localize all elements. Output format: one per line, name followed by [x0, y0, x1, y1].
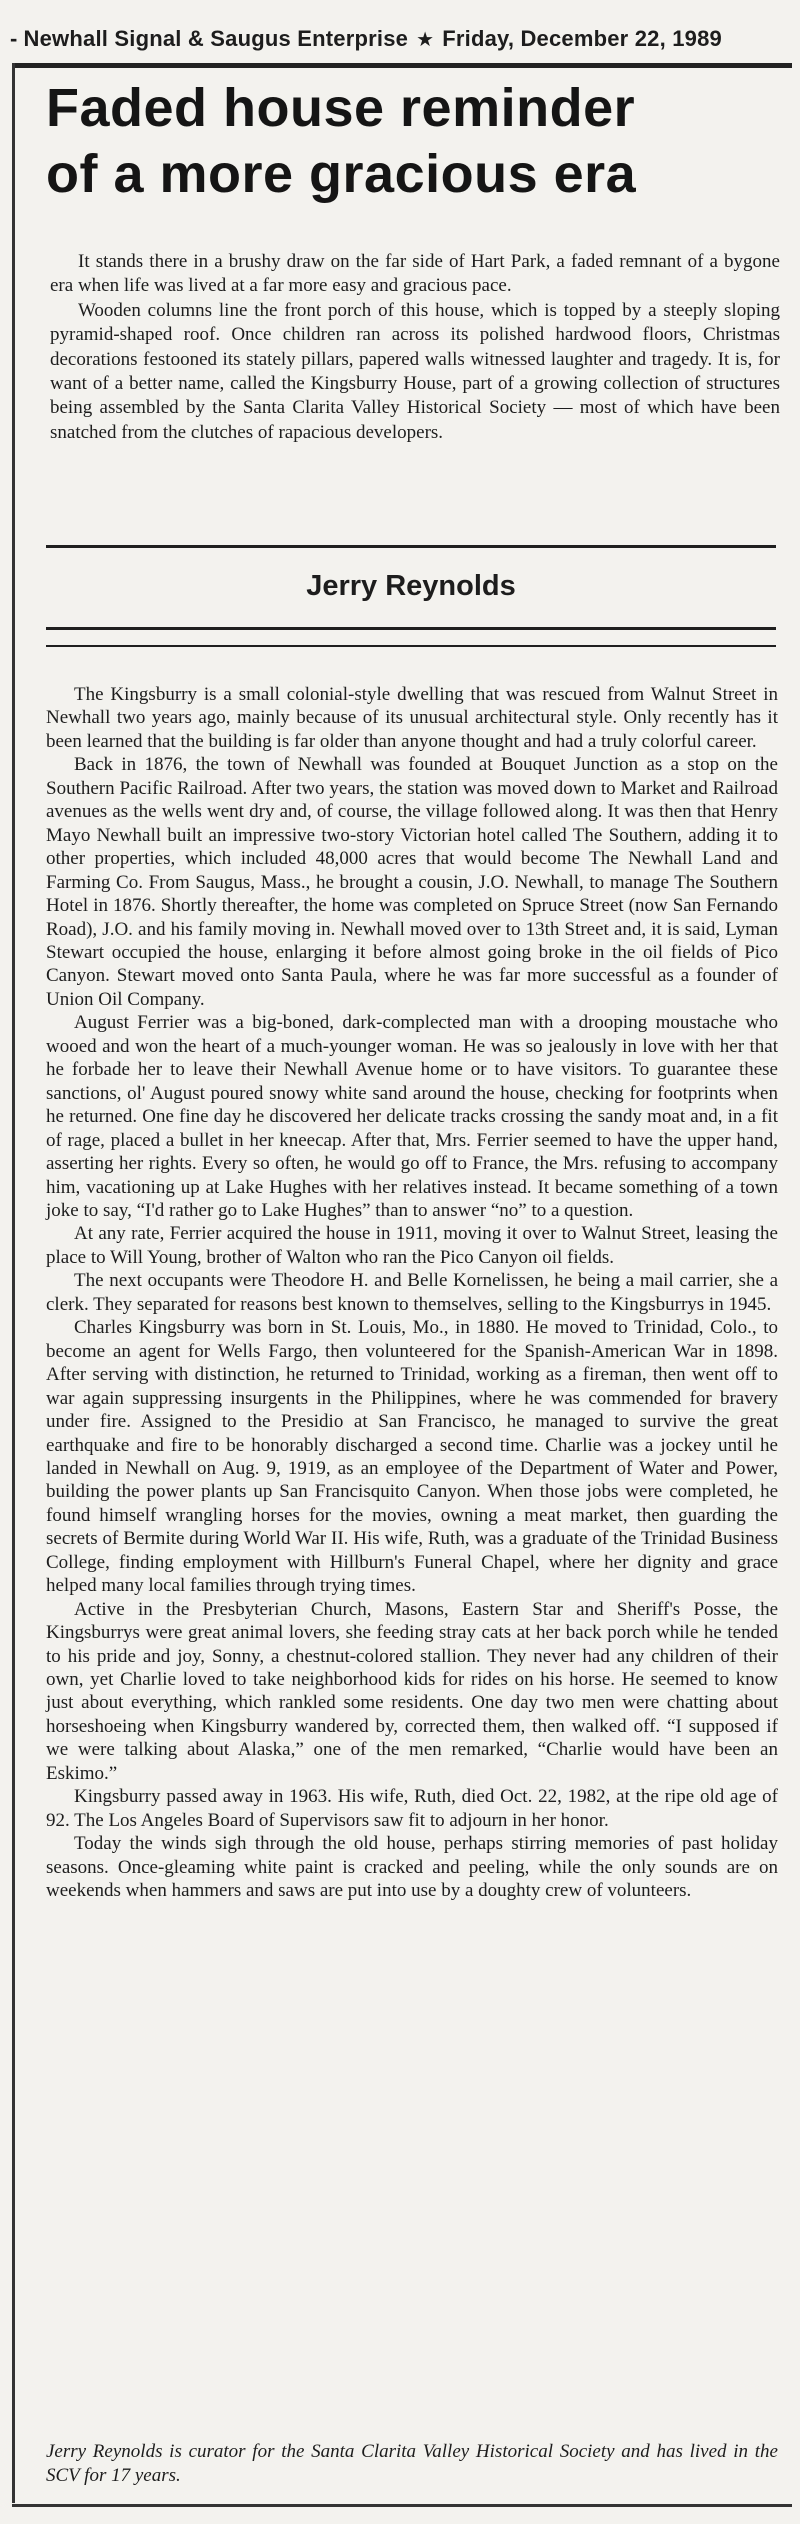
- headline-line-1: Faded house reminder: [46, 78, 636, 138]
- byline: Jerry Reynolds: [306, 570, 516, 602]
- body-paragraph: Active in the Presbyterian Church, Masons, Eastern Star and Sheriff's Posse, the Kingsburrys were great animal lovers, she feeding stray cats at her back porch while he tended to his pride and joy, Sonny, a chestnut-colored stallion. They never had any children of their own, yet Charlie loved to take neighborhood kids for rides on his horse. He seemed to know just about everything, which rankled some residents. One day two men were chatting about horseshoeing when Kingsburry wandered by, corrected them, then walked off. “I supposed if we were talking about Alaska,” one of the men remarked, “Charlie would have been an Eskimo.”: [46, 1598, 778, 1784]
- body-paragraph: The next occupants were Theodore H. and Belle Kornelissen, he being a mail carrier, she a clerk. They separated for reasons best known to themselves, selling to the Kingsburrys in 1945.: [46, 1270, 778, 1315]
- left-border: [12, 63, 15, 2503]
- article-body: [46, 683, 778, 1903]
- headline-line-2: of a more gracious era: [46, 144, 637, 204]
- body-paragraph: Kingsburry passed away in 1963. His wife, Ruth, died Oct. 22, 1982, at the ripe old age of 92. The Los Angeles Board of Supervisors saw fit to adjourn in her honor.: [46, 1786, 778, 1831]
- masthead: [10, 20, 790, 58]
- byline-rule-top: [46, 545, 776, 548]
- body-paragraph: At any rate, Ferrier acquired the house in 1911, moving it over to Walnut Street, leasing the place to Will Young, brother of Walton who ran the Pico Canyon oil fields.: [46, 1223, 778, 1268]
- body-paragraph: Back in 1876, the town of Newhall was founded at Bouquet Junction as a stop on the Southern Pacific Railroad. After two years, the station was moved down to Market and Railroad avenues as the wells went dry and, of course, the village followed along. It was then that Henry Mayo Newhall built an impressive two-story Victorian hotel called The Southern, adding it to other properties, which included 48,000 acres that would become The Newhall Land and Farming Co. From Saugus, Mass., he brought a cousin, J.O. Newhall, to manage The Southern Hotel in 1876. Shortly thereafter, the home was completed on Spruce Street (now San Fernando Road), J.O. and his family moving in. Newhall moved over to 13th Street and, it is said, Lyman Stewart occupied the house, enlarging it before almost going broke in the oil fields of Pico Canyon. Stewart moved onto Santa Paula, where he was far more successful as a founder of Union Oil Company.: [46, 754, 778, 1010]
- masthead-paper-name: Newhall Signal & Saugus Enterprise: [23, 26, 409, 51]
- masthead-dash: -: [10, 26, 18, 51]
- top-rule: [12, 63, 792, 68]
- intro-paragraph: It stands there in a brushy draw on the far side of Hart Park, a faded remnant of a bygone era when life was lived at a far more easy and gracious pace.: [50, 251, 780, 297]
- body-paragraph: Charles Kingsburry was born in St. Louis, Mo., in 1880. He moved to Trinidad, Colo., to become an agent for Wells Fargo, then volunteered for the Spanish-American War in 1898. After serving with distinction, he returned to Trinidad, working as a fireman, then went off to war again suppressing insurgents in the Philippines, where he was commended for bravery under fire. Assigned to the Presidio at San Francisco, he managed to survive the great earthquake and fire to be honorably discharged a second time. Charlie was a jockey until he landed in Newhall on Aug. 9, 1919, as an employee of the Department of Water and Power, building the power plants up San Francisquito Canyon. When those jobs were completed, he found himself wrangling horses for the movies, owning a meat market, then guarding the secrets of Bermite during World War II. His wife, Ruth, was a graduate of the Trinidad Business College, finding employment with Hillburn's Funeral Chapel, where her dignity and grace helped many local families through trying times.: [46, 1317, 778, 1597]
- author-tagline: Jerry Reynolds is curator for the Santa Clarita Valley Historical Society and has lived in the SCV for 17 years.: [46, 2441, 778, 2486]
- star-icon: ★: [416, 28, 435, 51]
- headline: [46, 75, 766, 207]
- body-paragraph: Today the winds sigh through the old house, perhaps stirring memories of past holiday seasons. Once-gleaming white paint is cracked and peeling, while the only sounds are on weekends when hammers and saws are put into use by a doughty crew of volunteers.: [46, 1833, 778, 1902]
- bottom-rule: [12, 2504, 792, 2507]
- body-paragraph: The Kingsburry is a small colonial-style dwelling that was rescued from Walnut Street in Newhall two years ago, mainly because of its unusual architectural style. Only recently has it been learned that the building is far older than anyone thought and had a truly colorful career.: [46, 684, 778, 752]
- byline-rule-thin: [46, 645, 776, 647]
- masthead-date: Friday, December 22, 1989: [442, 26, 722, 51]
- intro-section: [50, 250, 780, 445]
- body-paragraph: August Ferrier was a big-boned, dark-complected man with a drooping moustache who wooed and won the heart of a much-younger woman. He was so jealously in love with her that he forbade her to leave their Newhall Avenue home or to have visitors. To guarantee these sanctions, ol' August poured snowy white sand around the house, checking for footprints when he returned. One fine day he discovered her delicate tracks crossing the sandy moat and, in a fit of rage, placed a bullet in her kneecap. After that, Mrs. Ferrier seemed to have the upper hand, asserting her rights. Every so often, he would go off to France, the Mrs. refusing to accompany him, vacationing up at Lake Hughes with her relatives instead. It became something of a town joke to say, “I'd rather go to Lake Hughes” than to answer “no” to a question.: [46, 1012, 778, 1221]
- byline-rule-bottom: [46, 627, 776, 630]
- intro-paragraph: Wooden columns line the front porch of this house, which is topped by a steeply sloping pyramid-shaped roof. Once children ran across its polished hardwood floors, Christmas decorations festooned its stately pillars, papered walls witnessed laughter and tragedy. It is, for want of a better name, called the Kingsburry House, part of a growing collection of structures being assembled by the Santa Clarita Valley Historical Society — most of which have been snatched from the clutches of rapacious developers.: [50, 299, 780, 443]
